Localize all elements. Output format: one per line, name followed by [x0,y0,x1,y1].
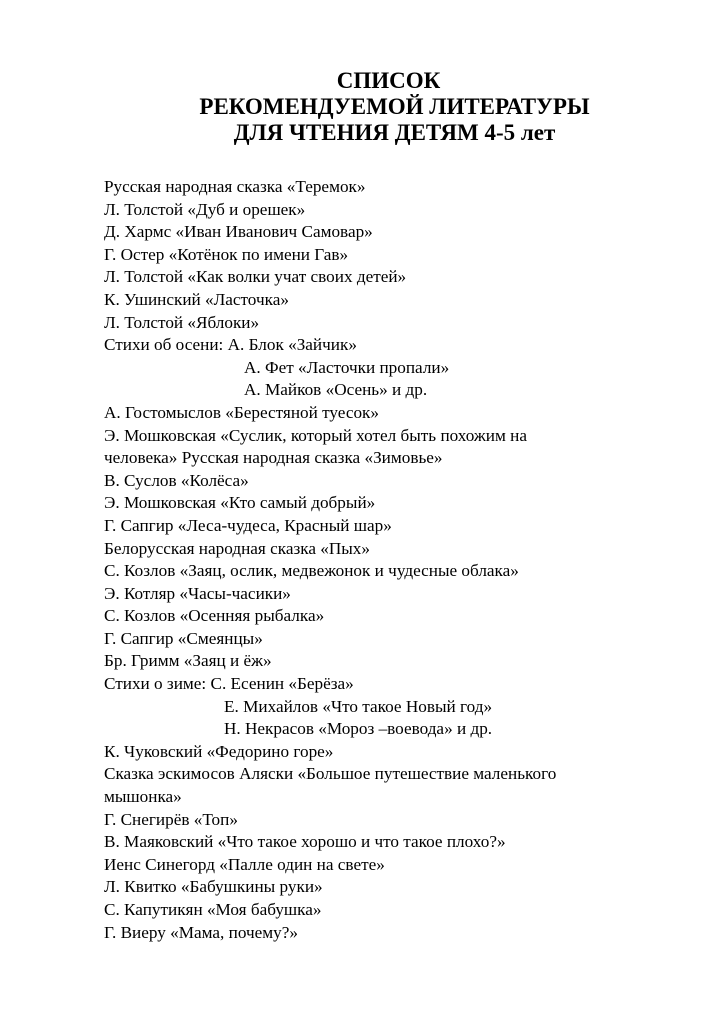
list-item: Г. Сапгир «Леса-чудеса, Красный шар» [104,515,392,535]
list-item: В. Маяковский «Что такое хорошо и что такое плохо?» [104,832,506,852]
list-item: Д. Хармс «Иван Иванович Самовар» [104,222,373,242]
list-item: К. Чуковский «Федорино горе» [104,741,334,761]
list-item: Белорусская народная сказка «Пых» [104,538,370,558]
list-item: Л. Толстой «Как волки учат своих детей» [104,267,407,287]
list-item: С. Козлов «Осенняя рыбалка» [104,606,325,626]
list-item: Э. Котляр «Часы-часики» [104,583,291,603]
list-item: мышонка» [104,787,182,807]
list-item: Стихи об осени: А. Блок «Зайчик» [104,335,357,355]
title-line: ДЛЯ ЧТЕНИЯ ДЕТЯМ 4-5 лет [233,120,556,145]
title-line: СПИСОК [336,68,441,93]
list-item: Г. Сапгир «Смеянцы» [104,628,263,648]
list-item: Л. Толстой «Яблоки» [104,312,260,332]
list-item: Г. Остер «Котёнок по имени Гав» [104,244,349,264]
list-item: Е. Михайлов «Что такое Новый год» [224,696,493,716]
document-title [0,68,725,146]
list-item: С. Козлов «Заяц, ослик, медвежонок и чудесные облака» [104,561,519,581]
list-item: Г. Виеру «Мама, почему?» [104,922,298,942]
list-item: Э. Мошковская «Кто самый добрый» [104,493,376,513]
list-item: Л. Квитко «Бабушкины руки» [104,877,323,897]
literature-list [104,176,664,944]
list-item: Русская народная сказка «Теремок» [104,177,366,196]
list-item: человека» Русская народная сказка «Зимовье» [104,448,443,468]
list-item: Сказка эскимосов Аляски «Большое путешествие маленького [104,764,557,784]
list-item: Н. Некрасов «Мороз –воевода» и др. [224,719,493,739]
list-item: Иенс Синегорд «Палле один на свете» [104,854,385,874]
list-item: Бр. Гримм «Заяц и ёж» [104,651,272,671]
list-item: Стихи о зиме: С. Есенин «Берёза» [104,674,354,694]
list-item: А. Фет «Ласточки пропали» [244,357,450,377]
list-item: Л. Толстой «Дуб и орешек» [104,199,306,219]
list-item: В. Суслов «Колёса» [104,470,249,490]
title-line: РЕКОМЕНДУЕМОЙ ЛИТЕРАТУРЫ [199,94,590,119]
list-item: Э. Мошковская «Суслик, который хотел быть похожим на [104,425,527,445]
list-item: А. Майков «Осень» и др. [244,380,428,400]
list-item: А. Гостомыслов «Берестяной туесок» [104,402,379,422]
list-item: Г. Снегирёв «Топ» [104,809,238,829]
list-item: С. Капутикян «Моя бабушка» [104,900,322,919]
list-item: К. Ушинский «Ласточка» [104,289,289,309]
